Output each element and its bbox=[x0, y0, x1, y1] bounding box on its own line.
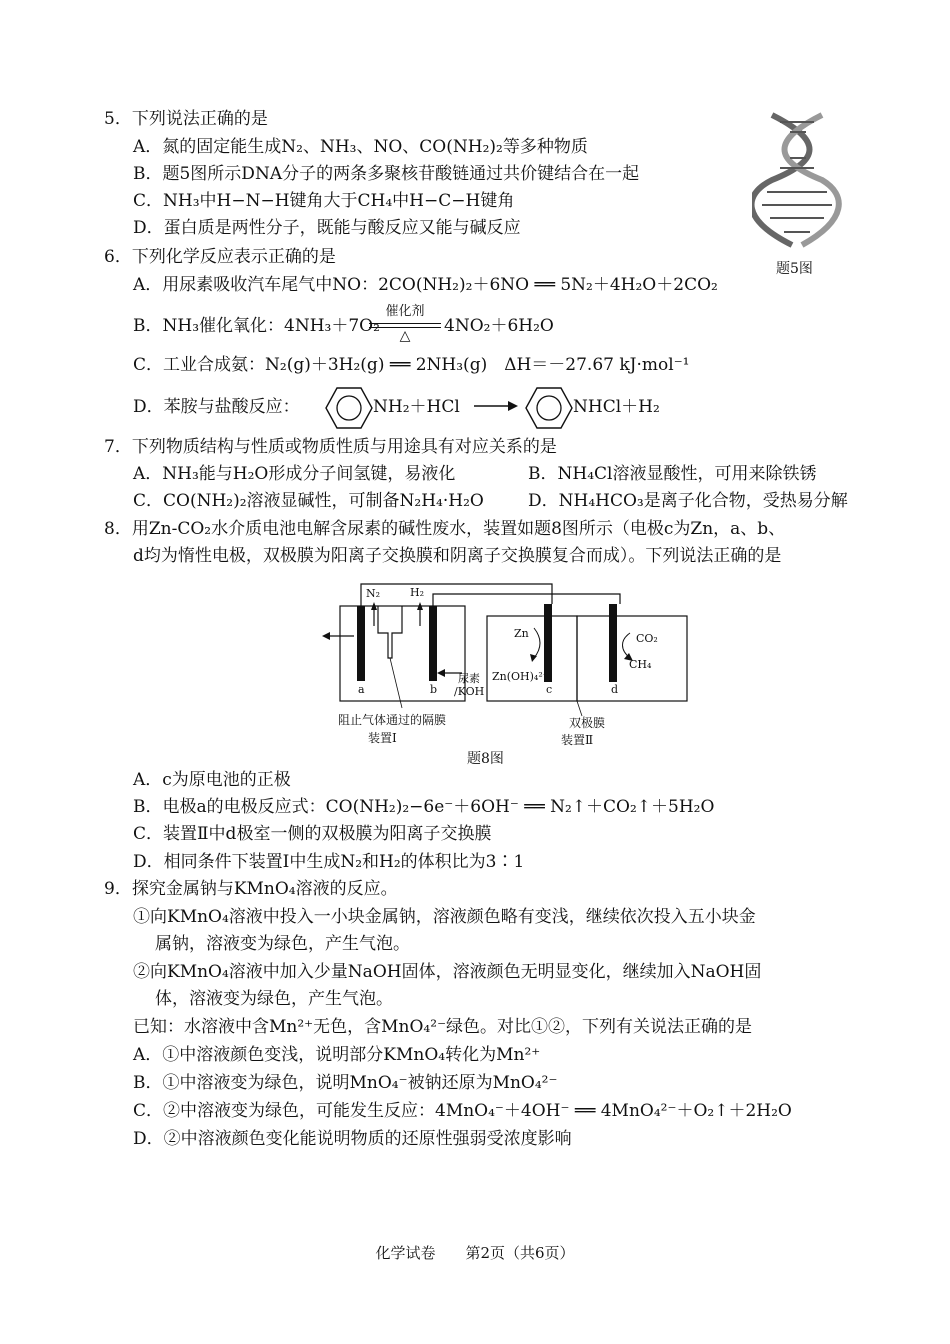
benzene-ring-icon bbox=[525, 386, 573, 430]
q9-option-d: D．②中溶液颜色变化能说明物质的还原性强弱受浓度影响 bbox=[133, 1129, 572, 1149]
q7-stem: 7．下列物质结构与性质或物质性质与用途具有对应关系的是 bbox=[104, 437, 557, 457]
q6-option-b-left: B．NH₃催化氧化：4NH₃＋7O₂ bbox=[133, 316, 380, 336]
label-zincate: Zn(OH)₄²⁻ bbox=[492, 670, 549, 683]
benzene-ring-icon bbox=[325, 386, 373, 430]
q5-figure-caption: 题5图 bbox=[776, 261, 813, 277]
q5-stem: 5．下列说法正确的是 bbox=[104, 109, 268, 129]
reaction-arrow-icon bbox=[474, 398, 518, 414]
q7-option-b: B．NH₄Cl溶液显酸性，可用来除铁锈 bbox=[528, 464, 817, 484]
label-device-1: 装置Ⅰ bbox=[368, 731, 397, 745]
q9-option-b: B．①中溶液变为绿色，说明MnO₄⁻被钠还原为MnO₄²⁻ bbox=[133, 1073, 558, 1093]
label-electrode-b: b bbox=[430, 683, 438, 696]
q9-known-info: 已知：水溶液中含Mn²⁺无色，含MnO₄²⁻绿色。对比①②，下列有关说法正确的是 bbox=[133, 1017, 753, 1037]
q6-stem: 6．下列化学反应表示正确的是 bbox=[104, 247, 336, 267]
heat-symbol: △ bbox=[399, 328, 411, 344]
q6-option-b-right: 4NO₂＋6H₂O bbox=[444, 316, 554, 336]
q5-option-c: C．NH₃中H−N−H键角大于CH₄中H−C−H键角 bbox=[133, 191, 515, 211]
label-n2: N₂ bbox=[366, 587, 381, 600]
q7-option-c: C．CO(NH₂)₂溶液显碱性，可制备N₂H₄·H₂O bbox=[133, 491, 484, 511]
q5-option-b: B．题5图所示DNA分子的两条多聚核苷酸链通过共价键结合在一起 bbox=[133, 164, 640, 184]
q7-option-a: A．NH₃能与H₂O形成分子间氢键，易液化 bbox=[133, 464, 456, 484]
catalyst-label: 催化剂 bbox=[385, 304, 425, 319]
q6-option-a: A．用尿素吸收汽车尾气中NO：2CO(NH₂)₂＋6NO ══ 5N₂＋4H₂O＋2CO₂ bbox=[133, 275, 718, 295]
page-footer: 化学试卷 第2页（共6页） bbox=[375, 1244, 575, 1262]
q6-option-d-product: NHCl＋H₂ bbox=[573, 397, 660, 417]
label-electrode-a: a bbox=[358, 683, 365, 696]
q9-stem: 9．探究金属钠与KMnO₄溶液的反应。 bbox=[104, 879, 398, 899]
label-ch4: CH₄ bbox=[629, 658, 652, 671]
q8-option-b: B．电极a的电极反应式：CO(NH₂)₂−6e⁻＋6OH⁻ ══ N₂↑＋CO₂↑＋5H₂O bbox=[133, 797, 715, 817]
q8-option-d: D．相同条件下装置Ⅰ中生成N₂和H₂的体积比为3∶1 bbox=[133, 852, 525, 872]
q9-option-c: C．②中溶液变为绿色，可能发生反应：4MnO₄⁻＋4OH⁻ ══ 4MnO₄²⁻＋O₂↑＋2H₂O bbox=[133, 1101, 792, 1121]
electrolysis-diagram bbox=[320, 578, 690, 768]
q8-option-a: A．c为原电池的正极 bbox=[133, 770, 291, 790]
q8-stem-line1: 8．用Zn-CO₂水介质电池电解含尿素的碱性废水，装置如题8图所示（电极c为Zn，a、b、 bbox=[104, 519, 786, 539]
label-h2: H₂ bbox=[410, 586, 425, 599]
q9-experiment-1-line2: 属钠，溶液变为绿色，产生气泡。 bbox=[155, 934, 410, 954]
label-bipolar-membrane: 双极膜 bbox=[569, 716, 606, 730]
q9-experiment-1-line1: ①向KMnO₄溶液中投入一小块金属钠，溶液颜色略有变浅，继续依次投入五小块金 bbox=[133, 907, 756, 927]
label-electrode-d: d bbox=[611, 683, 619, 696]
q6-option-c: C．工业合成氨：N₂(g)＋3H₂(g) ══ 2NH₃(g) ΔH＝－27.67 kJ·mol⁻¹ bbox=[133, 355, 690, 375]
q5-option-d: D．蛋白质是两性分子，既能与酸反应又能与碱反应 bbox=[133, 218, 521, 238]
q6-option-b-arrow bbox=[367, 300, 443, 346]
q8-stem-line2: d均为惰性电极，双极膜为阳离子交换膜和阴离子交换膜复合而成）。下列说法正确的是 bbox=[133, 546, 782, 566]
q9-experiment-2-line1: ②向KMnO₄溶液中加入少量NaOH固体，溶液颜色无明显变化，继续加入NaOH固 bbox=[133, 962, 762, 982]
label-gas-membrane: 阻止气体通过的隔膜 bbox=[338, 713, 447, 727]
q6-option-d-reactant: NH₂＋HCl bbox=[373, 397, 460, 417]
label-electrode-c: c bbox=[546, 683, 553, 696]
q9-option-a: A．①中溶液颜色变浅，说明部分KMnO₄转化为Mn²⁺ bbox=[133, 1045, 541, 1065]
dna-helix-figure bbox=[752, 110, 842, 250]
q6-option-d-label: D．苯胺与盐酸反应： bbox=[133, 397, 300, 417]
label-urea: 尿素 bbox=[458, 672, 480, 685]
label-co2: CO₂ bbox=[636, 632, 658, 645]
q8-option-c: C．装置Ⅱ中d极室一侧的双极膜为阳离子交换膜 bbox=[133, 824, 492, 844]
label-zn: Zn bbox=[514, 627, 529, 640]
label-device-2: 装置Ⅱ bbox=[561, 733, 594, 747]
label-koh: /KOH bbox=[454, 685, 485, 698]
q5-option-a: A．氮的固定能生成N₂、NH₃、NO、CO(NH₂)₂等多种物质 bbox=[133, 137, 588, 157]
q8-figure-caption: 题8图 bbox=[467, 751, 504, 767]
q9-experiment-2-line2: 体，溶液变为绿色，产生气泡。 bbox=[155, 989, 393, 1009]
q7-option-d: D．NH₄HCO₃是离子化合物，受热易分解 bbox=[528, 491, 848, 511]
